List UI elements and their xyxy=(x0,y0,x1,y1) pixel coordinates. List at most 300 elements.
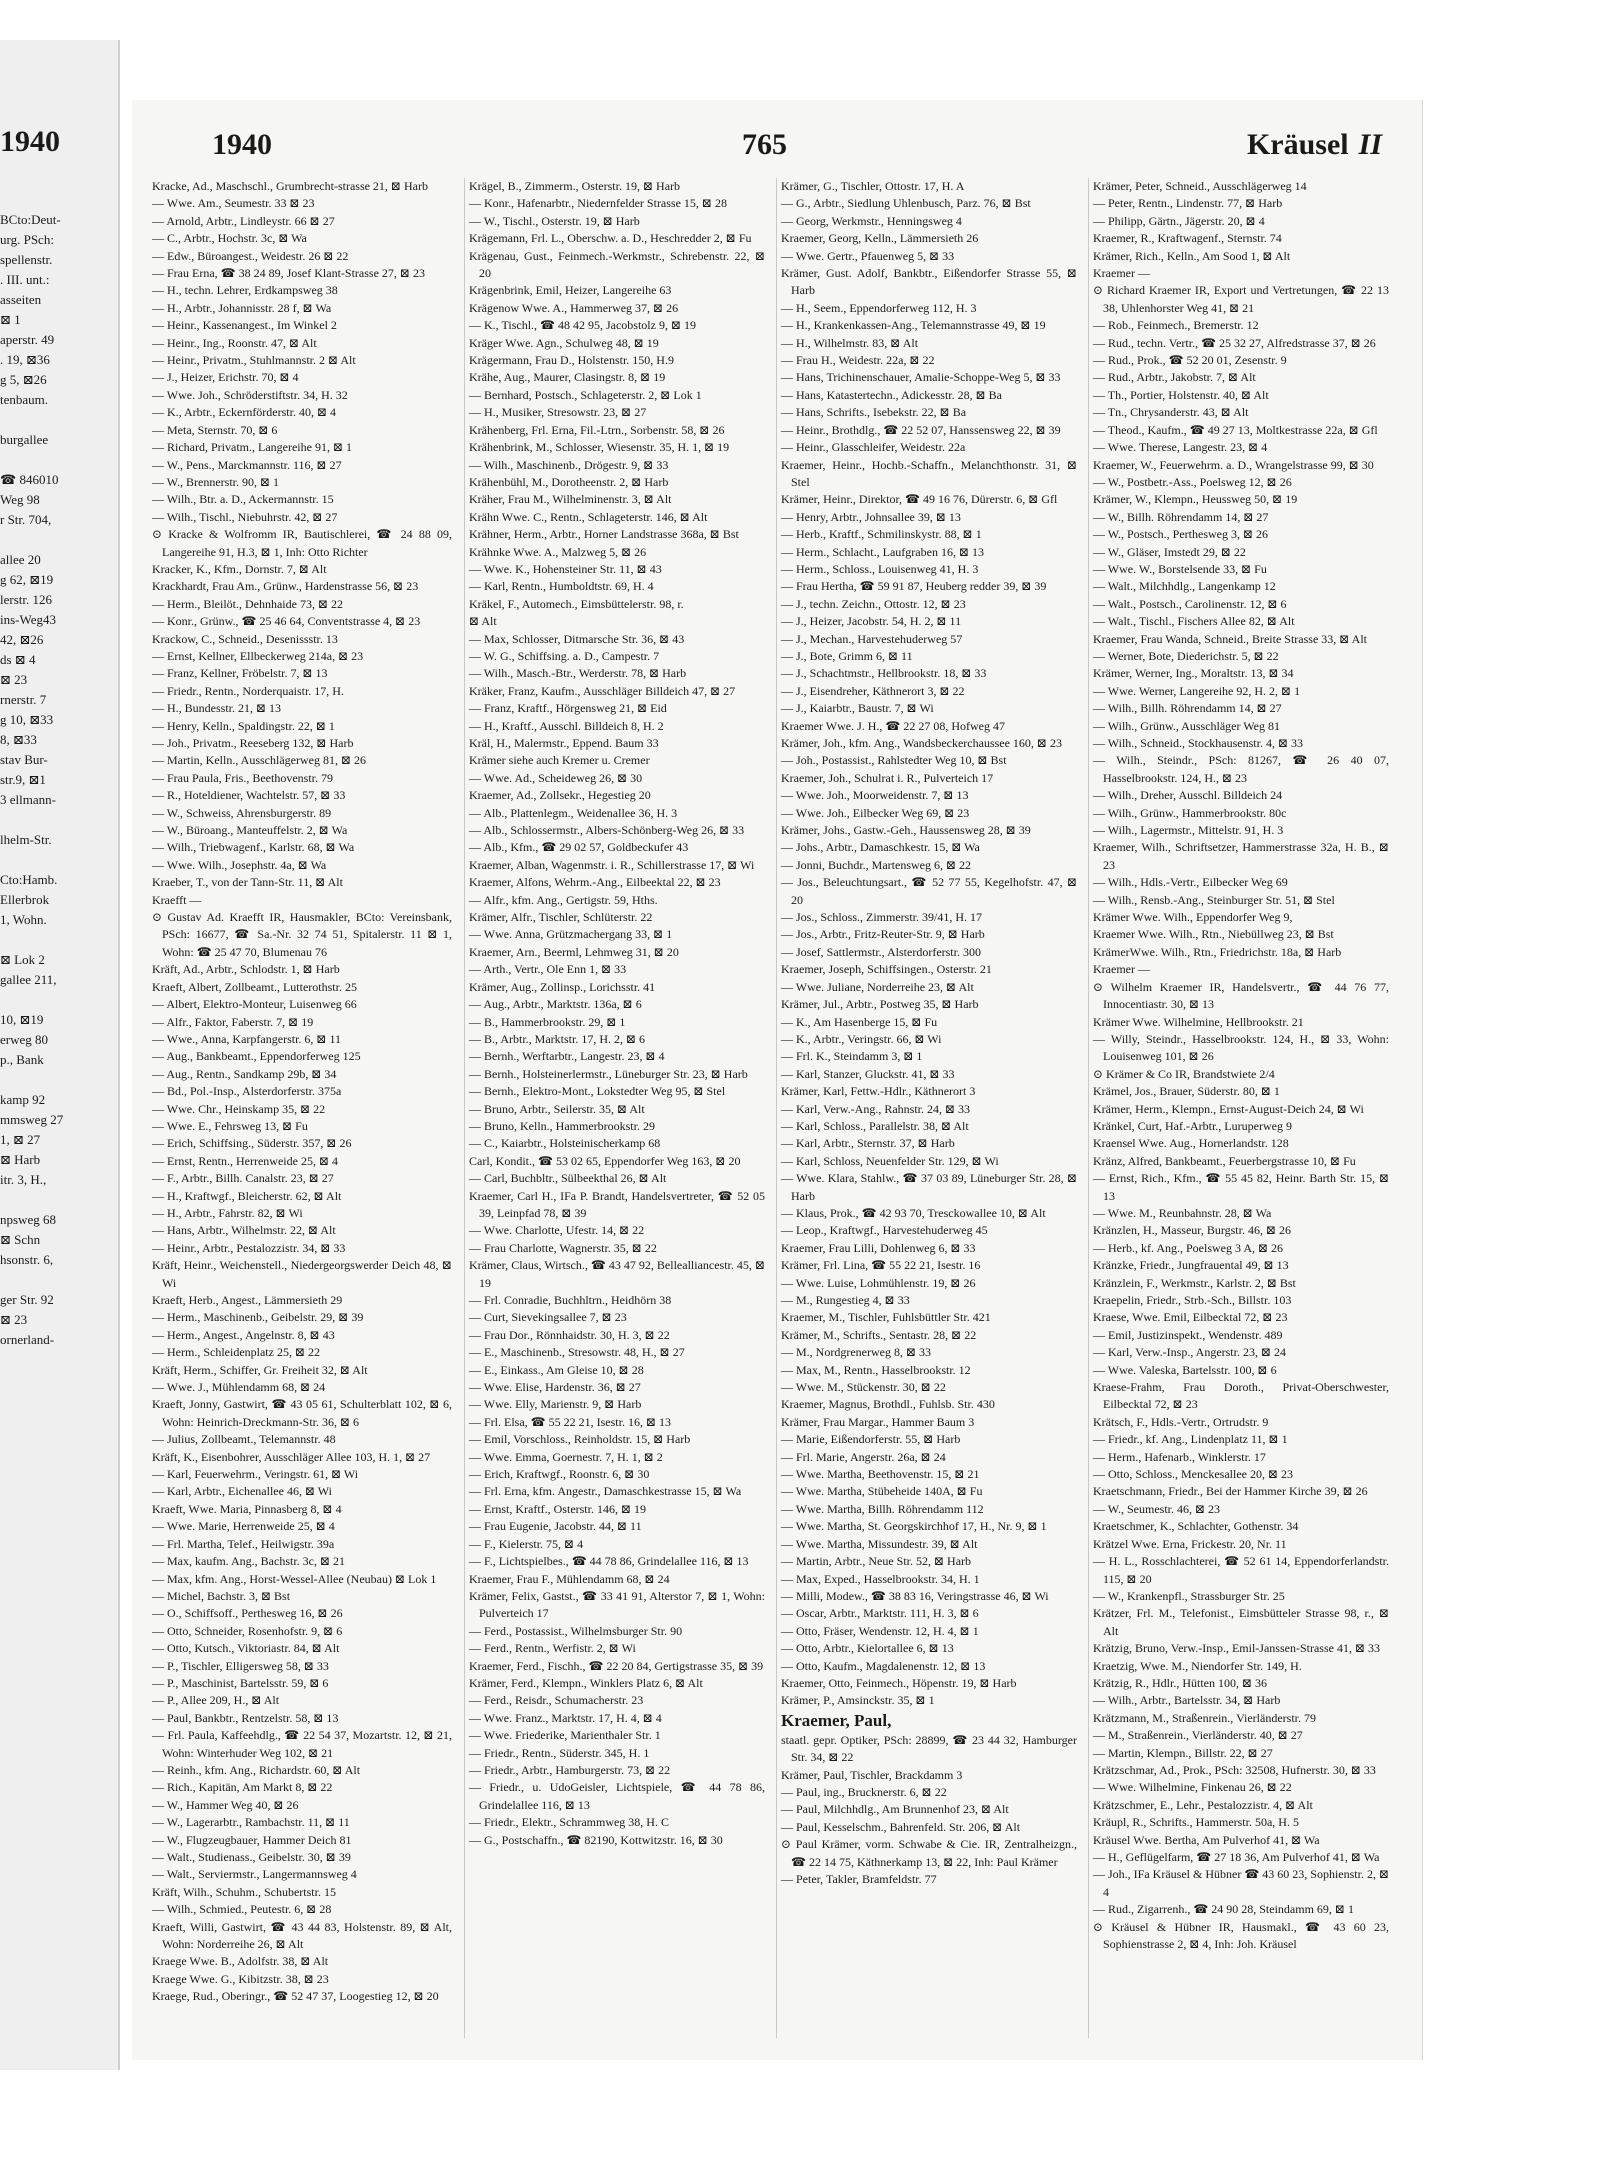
directory-entry: Krämer, Ferd., Klempn., Winklers Platz 6, ⊠ Alt xyxy=(469,1675,703,1690)
directory-entry: — W., Hammer Weg 40, ⊠ 26 xyxy=(152,1797,299,1812)
directory-entry: Kraetschmer, K., Schlachter, Gothenstr. 34 xyxy=(1093,1519,1299,1534)
directory-entry: — Wwe. Ad., Scheideweg 26, ⊠ 30 xyxy=(469,770,643,785)
directory-entry: Krämer, Aug., Zollinsp., Lorichsstr. 41 xyxy=(469,979,656,994)
directory-entry: — Frl. Elsa, ☎ 55 22 21, Isestr. 16, ⊠ 13 xyxy=(469,1414,671,1429)
directory-entry: — H., Bundesstr. 21, ⊠ 13 xyxy=(152,701,282,716)
previous-page-line: ins-Weg43 xyxy=(0,612,56,627)
directory-entry: — Wwe. Luise, Lohmühlenstr. 19, ⊠ 26 xyxy=(781,1275,976,1290)
previous-page-line xyxy=(0,530,118,550)
directory-entry: Kraemer, Frau Lilli, Dohlenweg 6, ⊠ 33 xyxy=(781,1240,976,1255)
directory-entry: — K., Arbtr., Veringstr. 66, ⊠ Wi xyxy=(781,1031,942,1046)
directory-entry: Krämer, G., Tischler, Ottostr. 17, H. A xyxy=(781,179,965,193)
directory-entry: Krägenau, Gust., Feinmech.-Werkmstr., Schrebenstr. 22, ⊠ 20 xyxy=(469,248,765,281)
directory-entry: — P., Allee 209, H., ⊠ Alt xyxy=(152,1693,280,1708)
directory-entry: — Karl, Rentn., Humboldtstr. 69, H. 4 xyxy=(469,579,654,594)
directory-entry: — Bd., Pol.-Insp., Alsterdorferstr. 375a xyxy=(152,1084,342,1099)
directory-entry: — Alfr., kfm. Ang., Gertigstr. 59, Hths. xyxy=(469,892,658,907)
directory-entry: Krämer, Werner, Ing., Moraltstr. 13, ⊠ 34 xyxy=(1093,666,1294,681)
directory-entry: — Karl, Arbtr., Eichenallee 46, ⊠ Wi xyxy=(152,1484,332,1499)
directory-entry: — Reinh., kfm. Ang., Richardstr. 60, ⊠ Alt xyxy=(152,1762,361,1777)
directory-entry: — Jonni, Buchdr., Martensweg 6, ⊠ 22 xyxy=(781,857,972,872)
directory-entry: — Frau Eugenie, Jacobstr. 44, ⊠ 11 xyxy=(469,1519,642,1534)
previous-page-line: stav Bur- xyxy=(0,752,48,767)
directory-entry: Kraemer, Magnus, Brothdl., Fuhlsb. Str. 430 xyxy=(781,1397,995,1412)
directory-entry: — Herm., Hafenarb., Winklerstr. 17 xyxy=(1093,1449,1266,1464)
directory-entry: — Wilh., Tischl., Niebuhrstr. 42, ⊠ 27 xyxy=(152,509,338,524)
directory-entry: ⊙ Kräusel & Hübner IR, Hausmakl., ☎ 43 60 23, Sophienstrasse 2, ⊠ 4, Inh: Joh. Kräusel xyxy=(1093,1919,1389,1952)
directory-entry: Krämer, W., Klempn., Heussweg 50, ⊠ 19 xyxy=(1093,492,1298,507)
directory-entry: Kraemer, Frau Wanda, Schneid., Breite Strasse 33, ⊠ Alt xyxy=(1093,631,1367,646)
directory-entry: Kraeft, Willi, Gastwirt, ☎ 43 44 83, Holstenstr. 89, ⊠ Alt, Wohn: Norderreihe 26, ⊠ Alt xyxy=(152,1919,452,1952)
previous-page-line: g 10, ⊠33 xyxy=(0,712,54,727)
directory-entry: — Wwe. Martha, Stübeheide 140A, ⊠ Fu xyxy=(781,1484,983,1499)
directory-entry: — Wwe. Emma, Goernestr. 7, H. 1, ⊠ 2 xyxy=(469,1449,663,1464)
directory-entry: — W., Lagerarbtr., Rambachstr. 11, ⊠ 11 xyxy=(152,1815,350,1830)
directory-entry: — Heinr., Arbtr., Pestalozzistr. 34, ⊠ 33 xyxy=(152,1240,346,1255)
directory-entry: Kraeber, T., von der Tann-Str. 11, ⊠ Alt xyxy=(152,875,343,890)
directory-entry: — Aug., Bankbeamt., Eppendorferweg 125 xyxy=(152,1049,361,1064)
directory-entry: — Alfr., Faktor, Faberstr. 7, ⊠ 19 xyxy=(152,1014,314,1029)
previous-page-year: 1940 xyxy=(0,125,60,158)
directory-entry: — K., Arbtr., Eckernförderstr. 40, ⊠ 4 xyxy=(152,405,337,420)
directory-entry: — J., Schachtmstr., Hellbrookstr. 18, ⊠ 33 xyxy=(781,666,987,681)
directory-entry: Krämer, Frau Margar., Hammer Baum 3 xyxy=(781,1414,975,1429)
previous-page-line: npsweg 68 xyxy=(0,1212,56,1227)
directory-entry: — Ferd., Reisdr., Schumacherstr. 23 xyxy=(469,1693,644,1708)
directory-entry: — Frau Hertha, ☎ 59 91 87, Heuberg redder 39, ⊠ 39 xyxy=(781,579,1047,594)
directory-entry: — Milli, Modew., ☎ 38 83 16, Veringstrasse 46, ⊠ Wi xyxy=(781,1588,1049,1603)
directory-entry: — Friedr., Elektr., Schrammweg 38, H. C xyxy=(469,1815,669,1830)
directory-entry: Krämer, Johs., Gastw.-Geh., Haussensweg 28, ⊠ 39 xyxy=(781,823,1031,838)
previous-page-line: ⊠ Lok 2 xyxy=(0,952,45,967)
previous-page-line: g 5, ⊠26 xyxy=(0,372,47,387)
directory-entry: — Wwe. Wilhelmine, Finkenau 26, ⊠ 22 xyxy=(1093,1780,1292,1795)
directory-entry: Krackhardt, Frau Am., Grünw., Hardenstrasse 56, ⊠ 23 xyxy=(152,579,419,594)
directory-entry: Kräger Wwe. Agn., Schulweg 48, ⊠ 19 xyxy=(469,335,659,350)
directory-entry: — Wwe. Elise, Hardenstr. 36, ⊠ 27 xyxy=(469,1380,641,1395)
directory-entry: — Konr., Grünw., ☎ 25 46 64, Conventstrasse 4, ⊠ 23 xyxy=(152,614,421,629)
directory-entry: — Richard, Privatm., Langereihe 91, ⊠ 1 xyxy=(152,440,353,455)
directory-entry: — Carl, Buchbltr., Sülbeekthal 26, ⊠ Alt xyxy=(469,1171,667,1186)
previous-page-line: gallee 211, xyxy=(0,972,57,987)
directory-entry: Kraege Wwe. B., Adolfstr. 38, ⊠ Alt xyxy=(152,1954,329,1969)
directory-entry: — Otto, Fräser, Wendenstr. 12, H. 4, ⊠ 1 xyxy=(781,1623,979,1638)
directory-entry: — Heinr., Kassenangest., Im Winkel 2 xyxy=(152,318,337,333)
directory-entry: Krämer, Karl, Fettw.-Hdlr., Käthnerort 3 xyxy=(781,1084,976,1099)
directory-entry: Kraemer, M., Tischler, Fuhlsbüttler Str. 421 xyxy=(781,1310,991,1325)
directory-entry: — O., Schiffsoff., Perthesweg 16, ⊠ 26 xyxy=(152,1606,343,1621)
directory-entry: Kraemer, Heinr., Hochb.-Schaffn., Melanchthonstr. 31, ⊠ Stel xyxy=(781,457,1077,489)
directory-entry: — Philipp, Gärtn., Jägerstr. 20, ⊠ 4 xyxy=(1093,213,1265,228)
directory-entry: — Wwe. Marie, Herrenweide 25, ⊠ 4 xyxy=(152,1519,335,1534)
directory-entry: — Julius, Zollbeamt., Telemannstr. 48 xyxy=(152,1432,336,1447)
previous-page-line: BCto:Deut- xyxy=(0,212,61,227)
directory-entry: — F., Kielerstr. 75, ⊠ 4 xyxy=(469,1536,584,1551)
directory-entry: — E., Maschinenb., Stresowstr. 48, H., ⊠ 27 xyxy=(469,1345,685,1360)
previous-page-line xyxy=(0,1190,118,1210)
directory-entry: — Heinr., Ing., Roonstr. 47, ⊠ Alt xyxy=(152,335,317,350)
directory-entry: — Wwe. Joh., Eilbecker Weg 69, ⊠ 23 xyxy=(781,805,970,820)
directory-entry: — Joh., Privatm., Reeseberg 132, ⊠ Harb xyxy=(152,736,354,750)
directory-entry: — Wwe. Elly, Marienstr. 9, ⊠ Harb xyxy=(469,1397,642,1412)
previous-page-line: ⊠ Schn xyxy=(0,1232,41,1247)
directory-entry: Krämer Wwe. Wilhelmine, Hellbrookstr. 21 xyxy=(1093,1014,1304,1029)
directory-entry: — Frl. Martha, Telef., Heilwigstr. 39a xyxy=(152,1536,335,1551)
directory-entry: — Paul, Bankbtr., Rentzelstr. 58, ⊠ 13 xyxy=(152,1710,339,1725)
directory-entry: Kräl, H., Malermstr., Eppend. Baum 33 xyxy=(469,736,659,750)
previous-page-line: aperstr. 49 xyxy=(0,332,55,347)
previous-page-line: ⊠ 23 xyxy=(0,1312,28,1327)
directory-entry: — Wilh., Lagermstr., Mittelstr. 91, H. 3 xyxy=(1093,823,1284,838)
directory-entry: — H., Krankenkassen-Ang., Telemannstrasse 49, ⊠ 19 xyxy=(781,318,1046,333)
directory-entry: Kraemer, Joseph, Schiffsingen., Osterstr. 21 xyxy=(781,962,992,977)
directory-entry: — Wwe. W., Borstelsende 33, ⊠ Fu xyxy=(1093,561,1267,576)
previous-page-line: rnerstr. 7 xyxy=(0,692,47,707)
directory-entry: — M., Straßenrein., Vierländerstr. 40, ⊠ 27 xyxy=(1093,1728,1303,1743)
directory-entry: — W., Seumestr. 46, ⊠ 23 xyxy=(1093,1501,1221,1516)
directory-entry: — Curt, Sievekingsallee 7, ⊠ 23 xyxy=(469,1310,627,1325)
directory-entry: — Frau Paula, Fris., Beethovenstr. 79 xyxy=(152,770,333,785)
previous-page-line: ⊠ Harb xyxy=(0,1152,41,1167)
directory-entry: Krätzig, Bruno, Verw.-Insp., Emil-Janssen-Strasse 41, ⊠ 33 xyxy=(1093,1641,1381,1656)
directory-entry: — Emil, Justizinspekt., Wendenstr. 489 xyxy=(1093,1327,1283,1342)
directory-entry: — Rob., Feinmech., Bremerstr. 12 xyxy=(1093,318,1259,333)
directory-entry: staatl. gepr. Optiker, PSch: 28899, ☎ 23 44 32, Hamburger Str. 34, ⊠ 22 xyxy=(781,1732,1077,1765)
directory-column-4 xyxy=(1088,178,1389,2038)
directory-entry: — Martin, Klempn., Billstr. 22, ⊠ 27 xyxy=(1093,1745,1273,1760)
roman-numeral: II xyxy=(1358,128,1382,161)
directory-entry: — Wwe. Valeska, Bartelsstr. 100, ⊠ 6 xyxy=(1093,1362,1277,1377)
directory-entry: ⊙ Richard Kraemer IR, Export und Vertretungen, ☎ 22 13 38, Uhlenhorster Weg 41, ⊠ 21 xyxy=(1093,283,1389,315)
directory-entry: — Hans, Schrifts., Isebekstr. 22, ⊠ Ba xyxy=(781,405,967,420)
directory-entry: — Otto, Kutsch., Viktoriastr. 84, ⊠ Alt xyxy=(152,1641,340,1656)
directory-entry: — Herb., kf. Ang., Poelsweg 3 A, ⊠ 26 xyxy=(1093,1240,1284,1255)
directory-column-1 xyxy=(152,178,452,2038)
directory-entry: Krämer, Alfr., Tischler, Schlüterstr. 22 xyxy=(469,910,653,925)
directory-entry: Kraege, Rud., Oberingr., ☎ 52 47 37, Loogestieg 12, ⊠ 20 xyxy=(152,1989,439,2004)
directory-entry: Krämer, Heinr., Direktor, ☎ 49 16 76, Dürerstr. 6, ⊠ Gfl xyxy=(781,492,1058,507)
directory-entry: — Albert, Elektro-Monteur, Luisenweg 66 xyxy=(152,997,357,1012)
previous-page-line: . III. unt.: xyxy=(0,272,50,287)
directory-entry: — Heinr., Brothdlg., ☎ 22 52 07, Hanssensweg 22, ⊠ 39 xyxy=(781,422,1061,437)
directory-entry: — Karl, Arbtr., Sternstr. 37, ⊠ Harb xyxy=(781,1136,955,1151)
directory-entry: Kraeft, Albert, Zollbeamt., Lutterothstr. 25 xyxy=(152,979,357,994)
directory-entry: — Rud., Zigarrenh., ☎ 24 90 28, Steindamm 69, ⊠ 1 xyxy=(1093,1902,1354,1917)
directory-entry: — J., Heizer, Erichstr. 70, ⊠ 4 xyxy=(152,370,299,385)
directory-entry: — W., Gläser, Imstedt 29, ⊠ 22 xyxy=(1093,544,1246,559)
directory-entry: — J., Heizer, Jacobstr. 54, H. 2, ⊠ 11 xyxy=(781,614,962,629)
directory-entry: Kraeft, Jonny, Gastwirt, ☎ 43 05 61, Schulterblatt 102, ⊠ 6, Wohn: Heinrich-Dreckmann-Str. 36, ⊠ 6 xyxy=(152,1397,452,1429)
directory-entry: Krätzig, R., Hdlr., Hütten 100, ⊠ 36 xyxy=(1093,1675,1268,1690)
directory-entry: — Erich, Kraftwgf., Roonstr. 6, ⊠ 30 xyxy=(469,1467,650,1482)
directory-entry: — Bernh., Holsteinerlermstr., Lüneburger Str. 23, ⊠ Harb xyxy=(469,1066,748,1081)
previous-page-line: . 19, ⊠36 xyxy=(0,352,50,367)
directory-entry: — W., Postsch., Perthesweg 3, ⊠ 26 xyxy=(1093,527,1269,542)
previous-page-line: r Str. 704, xyxy=(0,512,52,527)
previous-page-line: Weg 98 xyxy=(0,492,40,507)
directory-entry: Kraese, Wwe. Emil, Eilbecktal 72, ⊠ 23 xyxy=(1093,1310,1288,1325)
previous-page-edge xyxy=(0,40,120,2070)
directory-entry: — Rich., Kapitän, Am Markt 8, ⊠ 22 xyxy=(152,1780,333,1795)
directory-entry: Krägenbrink, Emil, Heizer, Langereihe 63 xyxy=(469,283,672,298)
directory-entry: Krägemann, Frl. L., Oberschw. a. D., Heschredder 2, ⊠ Fu xyxy=(469,231,752,246)
directory-entry: — Karl, Verw.-Insp., Angerstr. 23, ⊠ 24 xyxy=(1093,1345,1287,1360)
directory-entry: — H., Musiker, Stresowstr. 23, ⊠ 27 xyxy=(469,405,647,420)
previous-page-line xyxy=(0,410,118,430)
directory-entry: — Hans, Arbtr., Wilhelmstr. 22, ⊠ Alt xyxy=(152,1223,336,1238)
previous-page-lines xyxy=(0,210,118,1350)
page-header xyxy=(132,100,1422,172)
directory-entry: — Herb., Kraftf., Schmilinskystr. 88, ⊠ 1 xyxy=(781,527,982,542)
directory-entry: — Wwe. Joh., Schröderstiftstr. 34, H. 32 xyxy=(152,387,348,402)
keyword-text: Kräusel xyxy=(1246,128,1349,161)
directory-entry: — Wwe. Joh., Moorweidenstr. 7, ⊠ 13 xyxy=(781,788,969,803)
directory-entry: — Alb., Schlossermstr., Albers-Schönberg-Weg 26, ⊠ 33 xyxy=(469,823,745,838)
directory-entry: — Karl, Stanzer, Gluckstr. 41, ⊠ 33 xyxy=(781,1066,955,1081)
previous-page-line: 3 ellmann- xyxy=(0,792,56,807)
directory-entry: — Max, kaufm. Ang., Bachstr. 3c, ⊠ 21 xyxy=(152,1554,346,1569)
directory-entry: — W., Postbetr.-Ass., Poelsweg 12, ⊠ 26 xyxy=(1093,474,1292,489)
directory-entry: Krätzel Wwe. Erna, Frickestr. 20, Nr. 11 xyxy=(1093,1536,1287,1551)
directory-entry: — W., Billh. Röhrendamm 14, ⊠ 27 xyxy=(1093,509,1269,524)
previous-page-line: ⊠ 1 xyxy=(0,312,21,327)
directory-entry: — Karl, Schloss., Parallelstr. 38, ⊠ Alt xyxy=(781,1118,969,1133)
directory-entry: — K., Tischl., ☎ 48 42 95, Jacobstolz 9, ⊠ 19 xyxy=(469,318,697,333)
directory-entry: Krätzschmer, E., Lehr., Pestalozzistr. 4, ⊠ Alt xyxy=(1093,1797,1313,1812)
directory-entry: Krägel, B., Zimmerm., Osterstr. 19, ⊠ Harb xyxy=(469,179,681,193)
directory-entry: — M., Nordgrenerweg 8, ⊠ 33 xyxy=(781,1345,932,1360)
directory-entry: — Wilh., Triebwagenf., Karlstr. 68, ⊠ Wa xyxy=(152,840,355,855)
directory-entry: — K., Am Hasenberge 15, ⊠ Fu xyxy=(781,1014,938,1029)
directory-entry: — Wilh., Arbtr., Bartelsstr. 34, ⊠ Harb xyxy=(1093,1693,1281,1708)
directory-entry: — C., Kaiarbtr., Holsteinischerkamp 68 xyxy=(469,1136,661,1151)
directory-entry: — Rud., Arbtr., Jakobstr. 7, ⊠ Alt xyxy=(1093,370,1256,385)
directory-entry: — W., Brennerstr. 90, ⊠ 1 xyxy=(152,474,280,489)
directory-entry: — Marie, Eißendorferstr. 55, ⊠ Harb xyxy=(781,1432,961,1447)
directory-entry: — Tn., Chrysanderstr. 43, ⊠ Alt xyxy=(1093,405,1249,420)
directory-entry: ⊙ Wilhelm Kraemer IR, Handelsvertr., ☎ 44 76 77, Innocentiastr. 30, ⊠ 13 xyxy=(1093,979,1389,1012)
directory-entry: Kraeft, Herb., Angest., Lämmersieth 29 xyxy=(152,1293,343,1307)
directory-entry: — H., Seem., Eppendorferweg 112, H. 3 xyxy=(781,300,977,315)
previous-page-line: kamp 92 xyxy=(0,1092,46,1107)
directory-entry: — Ferd., Postassist., Wilhelmsburger Str. 90 xyxy=(469,1623,683,1638)
directory-entry: — Jos., Beleuchtungsart., ☎ 52 77 55, Kegelhofstr. 47, ⊠ 20 xyxy=(781,875,1077,907)
directory-entry: Kräher, Frau M., Wilhelminenstr. 3, ⊠ Alt xyxy=(469,492,672,507)
directory-entry: — Josef, Sattlermstr., Alsterdorferstr. 300 xyxy=(781,944,981,959)
directory-entry: Kräft, K., Eisenbohrer, Ausschläger Allee 103, H. 1, ⊠ 27 xyxy=(152,1449,431,1464)
directory-entry: Kraemer, Joh., Schulrat i. R., Pulverteich 17 xyxy=(781,770,994,785)
previous-page-line: 8, ⊠33 xyxy=(0,732,37,747)
directory-entry: — Henry, Kelln., Spaldingstr. 22, ⊠ 1 xyxy=(152,718,335,733)
directory-entry: — Wwe. Werner, Langereihe 92, H. 2, ⊠ 1 xyxy=(1093,683,1301,698)
directory-entry: — H., Kraftf., Ausschl. Billdeich 8, H. 2 xyxy=(469,718,664,733)
directory-entry: Kraetschmann, Friedr., Bei der Hammer Kirche 39, ⊠ 26 xyxy=(1093,1484,1368,1499)
directory-entry: — Karl, Schloss, Neuenfelder Str. 129, ⊠ Wi xyxy=(781,1153,999,1168)
previous-page-line: ger Str. 92 xyxy=(0,1292,54,1307)
directory-entry: Kraemer, Paul, xyxy=(781,1710,892,1730)
directory-entry: — Frau Dor., Rönnhaidstr. 30, H. 3, ⊠ 22 xyxy=(469,1327,670,1342)
directory-entry: — H., Kraftwgf., Bleicherstr. 62, ⊠ Alt xyxy=(152,1188,342,1203)
directory-entry: — Franz, Kellner, Fröbelstr. 7, ⊠ 13 xyxy=(152,666,328,681)
directory-entry: — J., techn. Zeichn., Ottostr. 12, ⊠ 23 xyxy=(781,596,966,611)
directory-entry: Kraemer — xyxy=(1093,962,1150,977)
directory-entry: Kränzke, Friedr., Jungfrauental 49, ⊠ 13 xyxy=(1093,1258,1289,1273)
directory-entry: Kraemer, Otto, Feinmech., Höpenstr. 19, ⊠ Harb xyxy=(781,1675,1017,1690)
directory-entry: Krämer Wwe. Wilh., Eppendorfer Weg 9, xyxy=(1093,910,1293,925)
previous-page-line: urg. PSch: xyxy=(0,232,54,247)
previous-page-line: ornerland- xyxy=(0,1332,55,1347)
directory-entry: — Edw., Büroangest., Weidestr. 26 ⊠ 22 xyxy=(152,248,349,263)
directory-entry: — Joh., IFa Kräusel & Hübner ☎ 43 60 23, Sophienstr. 2, ⊠ 4 xyxy=(1093,1867,1389,1899)
directory-entry: — Karl, Feuerwehrm., Veringstr. 61, ⊠ Wi xyxy=(152,1467,359,1482)
directory-entry: — Max, kfm. Ang., Horst-Wessel-Allee (Neubau) ⊠ Lok 1 xyxy=(152,1571,437,1586)
directory-entry: — Otto, Schneider, Rosenhofstr. 9, ⊠ 6 xyxy=(152,1623,343,1638)
directory-entry: — Karl, Verw.-Ang., Rahnstr. 24, ⊠ 33 xyxy=(781,1101,971,1116)
directory-entry: Krämer, P., Amsinckstr. 35, ⊠ 1 xyxy=(781,1693,935,1708)
previous-page-line: hsonstr. 6, xyxy=(0,1252,54,1267)
directory-entry: Kraemer, Ad., Zollsekr., Hegestieg 20 xyxy=(469,788,651,803)
directory-entry: Kräft, Wilh., Schuhm., Schubertstr. 15 xyxy=(152,1884,336,1899)
previous-page-line xyxy=(0,1270,118,1290)
directory-entry: Kräkel, F., Automech., Eimsbüttelerstr. 98, r. xyxy=(469,596,684,611)
directory-entry: — Aug., Rentn., Sandkamp 29b, ⊠ 34 xyxy=(152,1066,337,1081)
directory-entry: — Friedr., Rentn., Süderstr. 345, H. 1 xyxy=(469,1745,650,1760)
previous-page-line: lerstr. 126 xyxy=(0,592,52,607)
directory-entry: — Wilh., Grünw., Hammerbrookstr. 80c xyxy=(1093,805,1287,820)
directory-entry: — Heinr., Privatm., Stuhlmannstr. 2 ⊠ Alt xyxy=(152,353,356,368)
directory-entry: — Michel, Bachstr. 3, ⊠ Bst xyxy=(152,1588,291,1603)
directory-entry: Krätsch, F., Hdls.-Vertr., Ortrudstr. 9 xyxy=(1093,1414,1269,1429)
directory-entry: — W., Tischl., Osterstr. 19, ⊠ Harb xyxy=(469,213,640,228)
previous-page-line: 42, ⊠26 xyxy=(0,632,44,647)
directory-entry: — P., Maschinist, Bartelsstr. 59, ⊠ 6 xyxy=(152,1675,329,1690)
directory-entry: — Otto, Arbtr., Kielortallee 6, ⊠ 13 xyxy=(781,1641,954,1656)
directory-entry: — J., Kaiarbtr., Baustr. 7, ⊠ Wi xyxy=(781,701,934,716)
directory-entry: — Wwe. Chr., Heinskamp 35, ⊠ 22 xyxy=(152,1101,326,1116)
directory-entry: — Arth., Vertr., Ole Enn 1, ⊠ 33 xyxy=(469,962,627,977)
directory-entry: — Wilh., Schmied., Peutestr. 6, ⊠ 28 xyxy=(152,1902,332,1917)
directory-entry: — Wwe. Martha, Billh. Röhrendamm 112 xyxy=(781,1501,984,1516)
directory-entry: — Wilh., Maschinenb., Drögestr. 9, ⊠ 33 xyxy=(469,457,669,472)
directory-entry: — Paul, ing., Brucknerstr. 6, ⊠ 22 xyxy=(781,1784,947,1799)
previous-page-line: 1, ⊠ 27 xyxy=(0,1132,41,1147)
directory-entry: Krähnke Wwe. A., Malzweg 5, ⊠ 26 xyxy=(469,544,647,559)
directory-entry: — Martin, Arbtr., Neue Str. 52, ⊠ Harb xyxy=(781,1554,972,1569)
directory-entry: Carl, Kondit., ☎ 53 02 65, Eppendorfer Weg 163, ⊠ 20 xyxy=(469,1153,741,1168)
previous-page-line xyxy=(0,1070,118,1090)
previous-page-line: erweg 80 xyxy=(0,1032,49,1047)
directory-entry: — Emil, Vorschloss., Reinholdstr. 15, ⊠ Harb xyxy=(469,1432,691,1447)
previous-page-line: ☎ 846010 xyxy=(0,472,59,487)
directory-entry: Krackow, C., Schneid., Desenissstr. 13 xyxy=(152,631,338,646)
directory-entry: Krämer, Claus, Wirtsch., ☎ 43 47 92, Bellealliancestr. 45, ⊠ 19 xyxy=(469,1258,765,1290)
directory-entry: Krämer, Felix, Gastst., ☎ 33 41 91, Alterstor 7, ⊠ 1, Wohn: Pulverteich 17 xyxy=(469,1588,765,1621)
directory-entry: — H., Geflügelfarm, ☎ 27 18 36, Am Pulverhof 41, ⊠ Wa xyxy=(1093,1850,1380,1864)
directory-entry: — Walt., Tischl., Fischers Allee 82, ⊠ Alt xyxy=(1093,614,1295,629)
directory-column-2 xyxy=(464,178,765,2038)
directory-entry: — Wwe. Charlotte, Ufestr. 14, ⊠ 22 xyxy=(469,1223,645,1238)
directory-entry: Kränzlen, H., Masseur, Burgstr. 46, ⊠ 26 xyxy=(1093,1223,1291,1238)
directory-entry: Krämer, M., Schrifts., Sentastr. 28, ⊠ 22 xyxy=(781,1327,977,1342)
directory-entry: — Bernhard, Postsch., Schlageterstr. 2, ⊠ Lok 1 xyxy=(469,387,702,402)
directory-entry: Krämer, Joh., kfm. Ang., Wandsbeckerchaussee 160, ⊠ 23 xyxy=(781,736,1062,750)
directory-entry: — Wilh., Hdls.-Vertr., Eilbecker Weg 69 xyxy=(1093,875,1288,890)
directory-entry: Kräupl, R., Schrifts., Hammerstr. 50a, H. 5 xyxy=(1093,1815,1299,1830)
previous-page-line: ⊠ 23 xyxy=(0,672,28,687)
directory-entry: — Jos., Schloss., Zimmerstr. 39/41, H. 17 xyxy=(781,910,983,925)
directory-entry: Krämer, Frl. Lina, ☎ 55 22 21, Isestr. 16 xyxy=(781,1258,981,1273)
directory-entry: — Wwe., Anna, Karpfangerstr. 6, ⊠ 11 xyxy=(152,1031,342,1046)
directory-entry: Kränz, Alfred, Bankbeamt., Feuerbergstrasse 10, ⊠ Fu xyxy=(1093,1153,1356,1168)
directory-entry: — Frl. Erna, kfm. Angestr., Damaschkestrasse 15, ⊠ Wa xyxy=(469,1484,742,1499)
directory-entry: Kraemer, Alfons, Wehrm.-Ang., Eilbeektal 22, ⊠ 23 xyxy=(469,875,721,890)
directory-entry: — B., Arbtr., Marktstr. 17, H. 2, ⊠ 6 xyxy=(469,1031,646,1046)
directory-entry: — Otto, Schloss., Menckesallee 20, ⊠ 23 xyxy=(1093,1467,1294,1482)
directory-entry: — Herm., Schloss., Louisenweg 41, H. 3 xyxy=(781,561,979,576)
directory-entry: Krätzmann, M., Straßenrein., Vierländerstr. 79 xyxy=(1093,1710,1316,1725)
previous-page-line: mmsweg 27 xyxy=(0,1112,64,1127)
previous-page-line: Cto:Hamb. xyxy=(0,872,58,887)
directory-page xyxy=(132,100,1423,2060)
directory-entry: — W., Büroang., Manteuffelstr. 2, ⊠ Wa xyxy=(152,823,348,838)
previous-page-line: p., Bank xyxy=(0,1052,44,1067)
directory-entry: Kraemer, W., Feuerwehrm. a. D., Wrangelstrasse 99, ⊠ 30 xyxy=(1093,457,1374,472)
directory-entry: — Wwe. Juliane, Norderreihe 23, ⊠ Alt xyxy=(781,979,974,994)
directory-entry: — Friedr., Arbtr., Hamburgerstr. 73, ⊠ 22 xyxy=(469,1762,671,1777)
directory-entry: — Wilh., Grünw., Ausschläger Weg 81 xyxy=(1093,718,1280,733)
directory-entry: — Wwe. Martha, St. Georgskirchhof 17, H., Nr. 9, ⊠ 1 xyxy=(781,1519,1047,1534)
directory-entry: Krähn Wwe. C., Rentn., Schlageterstr. 146, ⊠ Alt xyxy=(469,509,708,524)
directory-entry: Kräusel Wwe. Bertha, Am Pulverhof 41, ⊠ Wa xyxy=(1093,1832,1320,1847)
directory-entry: — Hans, Trichinenschauer, Amalie-Schoppe-Weg 5, ⊠ 33 xyxy=(781,370,1061,385)
directory-entry: — Frau Charlotte, Wagnerstr. 35, ⊠ 22 xyxy=(469,1240,657,1255)
directory-entry: Kränzlein, F., Werkmstr., Karlstr. 2, ⊠ Bst xyxy=(1093,1275,1296,1290)
previous-page-line: itr. 3, H., xyxy=(0,1172,47,1187)
directory-entry: ⊙ Kracke & Wolfromm IR, Bautischlerei, ☎ 24 88 09, Langereihe 91, H.3, ⊠ 1, Inh: Otto Richter xyxy=(152,527,452,559)
directory-entry: — H., techn. Lehrer, Erdkampsweg 38 xyxy=(152,283,338,298)
directory-entry: — Leop., Kraftwgf., Harvestehuderweg 45 xyxy=(781,1223,988,1238)
directory-entry: — Wwe. Franz., Marktstr. 17, H. 4, ⊠ 4 xyxy=(469,1710,662,1725)
directory-entry: — G., Arbtr., Siedlung Uhlenbusch, Parz. 76, ⊠ Bst xyxy=(781,196,1031,211)
previous-page-line: tenbaum. xyxy=(0,392,49,407)
directory-entry: — Wwe. M., Reunbahnstr. 28, ⊠ Wa xyxy=(1093,1205,1272,1220)
directory-entry: Kraemer, Georg, Kelln., Lämmersieth 26 xyxy=(781,231,979,246)
directory-entry: — Paul, Milchhdlg., Am Brunnenhof 23, ⊠ Alt xyxy=(781,1802,1009,1817)
previous-page-line: g 62, ⊠19 xyxy=(0,572,54,587)
directory-entry: — Frl. Marie, Angerstr. 26a, ⊠ 24 xyxy=(781,1449,946,1464)
directory-entry: — Meta, Sternstr. 70, ⊠ 6 xyxy=(152,422,278,437)
directory-entry: — F., Arbtr., Billh. Canalstr. 23, ⊠ 27 xyxy=(152,1171,334,1186)
directory-entry: Krähenberg, Frl. Erna, Fil.-Ltrn., Sorbenstr. 58, ⊠ 26 xyxy=(469,422,725,437)
directory-entry: — J., Mechan., Harvestehuderweg 57 xyxy=(781,631,963,646)
page-keyword xyxy=(1247,128,1382,162)
directory-entry: — Wwe. Martha, Missundestr. 39, ⊠ Alt xyxy=(781,1536,978,1551)
directory-entry: — R., Hoteldiener, Wachtelstr. 57, ⊠ 33 xyxy=(152,788,346,803)
directory-entry: — Wilh., Masch.-Btr., Werderstr. 78, ⊠ Harb xyxy=(469,666,687,681)
previous-page-line xyxy=(0,930,118,950)
directory-entry: — Wwe. Wilh., Josephstr. 4a, ⊠ Wa xyxy=(152,857,327,872)
directory-entry: — Herm., Schlacht., Laufgraben 16, ⊠ 13 xyxy=(781,544,984,559)
previous-page-line: allee 20 xyxy=(0,552,41,567)
directory-entry: — Klaus, Prok., ☎ 42 93 70, Tresckowallee 10, ⊠ Alt xyxy=(781,1205,1046,1220)
directory-entry: ⊙ Gustav Ad. Kraefft IR, Hausmakler, BCto: Vereinsbank, PSch: 16677, ☎ Sa.-Nr. 32 74 51, Spitalerstr. 11 ⊠ 1, Wohn: ☎ 25 47 70, Blumenau 76 xyxy=(152,910,452,959)
directory-entry: Kraefft — xyxy=(152,892,202,907)
directory-entry: — Herm., Angest., Angelnstr. 8, ⊠ 43 xyxy=(152,1327,335,1342)
directory-entry: Kraemer Wwe. Wilh., Rtn., Niebüllweg 23, ⊠ Bst xyxy=(1093,927,1334,942)
directory-entry: — Erich, Schiffsing., Süderstr. 357, ⊠ 26 xyxy=(152,1136,352,1151)
directory-entry: — Herm., Maschinenb., Geibelstr. 29, ⊠ 39 xyxy=(152,1310,364,1325)
directory-entry: — Martin, Kelln., Ausschlägerweg 81, ⊠ 26 xyxy=(152,753,367,768)
